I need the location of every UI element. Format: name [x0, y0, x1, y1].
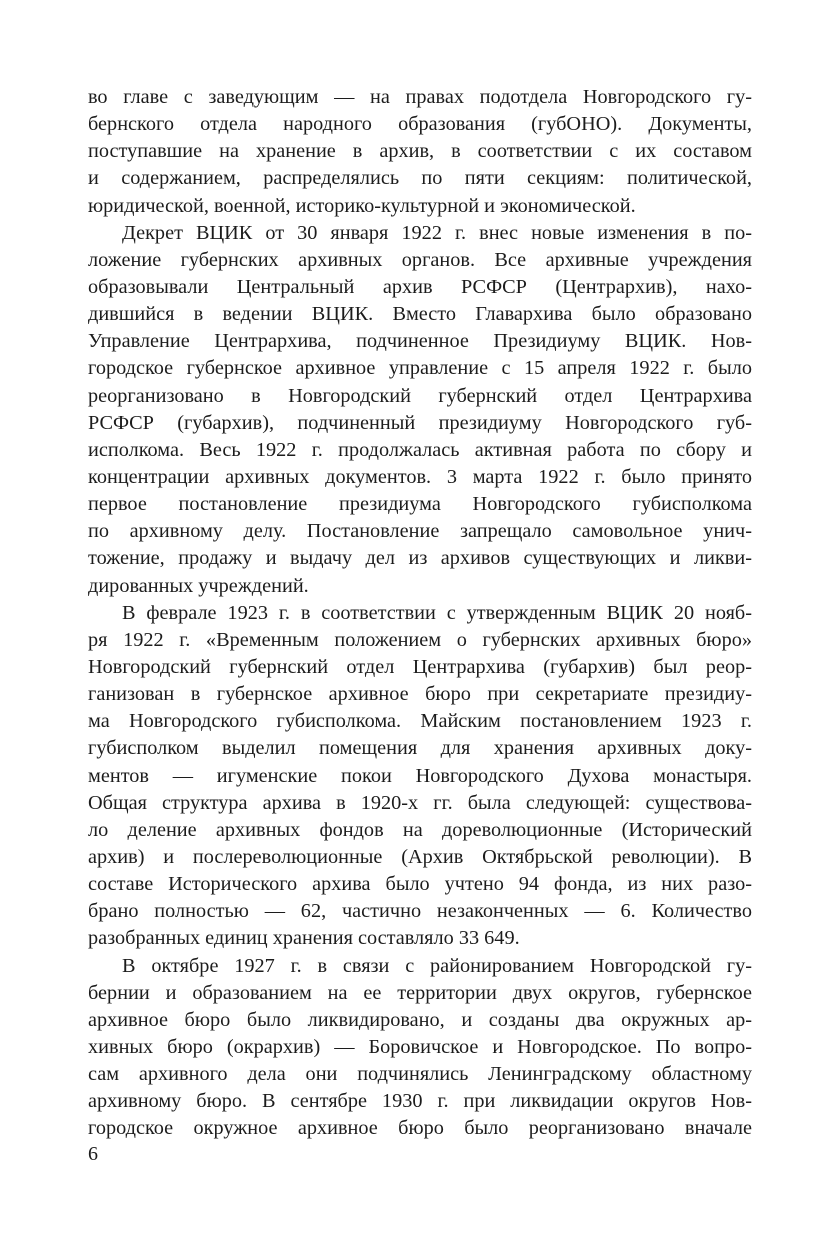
page-body — [88, 84, 752, 1142]
paragraph-3 — [88, 600, 752, 953]
text-line: и содержанием, распределялись по пяти секциям: политической, — [88, 167, 752, 190]
text-line: В феврале 1923 г. в соответствии с утвержденным ВЦИК 20 нояб- — [122, 601, 752, 624]
text-line: архив) и послереволюционные (Архив Октябрьской революции). В — [88, 845, 752, 868]
text-line: ло деление архивных фондов на дореволюционные (Исторический — [88, 818, 752, 841]
text-line: архивному бюро. В сентябре 1930 г. при ликвидации округов Нов- — [88, 1090, 752, 1113]
text-line: концентрации архивных документов. 3 марта 1922 г. было принято — [88, 465, 752, 488]
text-line: Общая структура архива в 1920-х гг. была следующей: существова- — [88, 791, 752, 814]
text-line: образовывали Центральный архив РСФСР (Центрархив), нахо- — [88, 275, 752, 298]
text-line: городское окружное архивное бюро было реорганизовано вначале — [88, 1117, 752, 1140]
text-line: ря 1922 г. «Временным положением о губернских архивных бюро» — [88, 628, 752, 651]
text-line: по архивному делу. Постановление запрещало самовольное унич- — [88, 520, 752, 543]
text-line: во главе с заведующим — на правах подотдела Новгородского гу- — [88, 86, 752, 108]
text-line: поступавшие на хранение в архив, в соответствии с их составом — [88, 140, 752, 163]
text-line: брано полностью — 62, частично незаконченных — 6. Количество — [88, 900, 752, 923]
text-line: дившийся в ведении ВЦИК. Вместо Главархива было образовано — [88, 303, 752, 326]
text-line: Декрет ВЦИК от 30 января 1922 г. внес новые изменения в по- — [122, 221, 752, 244]
text-line: В октябре 1927 г. в связи с районированием Новгородской гу- — [122, 954, 752, 977]
text-line: составе Исторического архива было учтено 94 фонда, из них разо- — [88, 873, 752, 896]
text-line: ма Новгородского губисполкома. Майским постановлением 1923 г. — [88, 710, 752, 733]
text-line: реорганизовано в Новгородский губернский отдел Центрархива — [88, 384, 752, 407]
text-line: ганизован в губернское архивное бюро при секретариате президиу- — [88, 683, 752, 706]
text-line: исполкома. Весь 1922 г. продолжалась активная работа по сбору и — [88, 438, 752, 461]
text-line: хивных бюро (окрархив) — Боровичское и Новгородское. По вопро- — [88, 1035, 752, 1058]
text-line: архивное бюро было ликвидировано, и созданы два окружных ар- — [88, 1008, 752, 1031]
paragraph-1 — [88, 84, 752, 220]
paragraph-4 — [88, 953, 752, 1143]
text-line: сам архивного дела они подчинялись Ленинградскому областному — [88, 1063, 752, 1086]
text-line: ментов — игуменские покои Новгородского Духова монастыря. — [88, 764, 752, 787]
page-number: 6 — [88, 1143, 98, 1165]
text-line: дированных учреждений. — [88, 574, 309, 597]
paragraph-2 — [88, 220, 752, 600]
text-line: Новгородский губернский отдел Центрархива (губархив) был реор- — [88, 655, 752, 678]
text-line: городское губернское архивное управление с 15 апреля 1922 г. было — [88, 357, 752, 380]
text-line: Управление Центрархива, подчиненное Президиуму ВЦИК. Нов- — [88, 330, 752, 353]
text-line: ложение губернских архивных органов. Все архивные учреждения — [88, 248, 752, 271]
text-line: губисполком выделил помещения для хранения архивных доку- — [88, 737, 752, 760]
text-line: разобранных единиц хранения составляло 33 649. — [88, 927, 520, 950]
text-line: РСФСР (губархив), подчиненный президиуму Новгородского губ- — [88, 411, 752, 434]
text-line: юридической, военной, историко-культурной и экономической. — [88, 194, 636, 217]
text-line: первое постановление президиума Новгородского губисполкома — [88, 493, 752, 516]
text-line: бернии и образованием на ее территории двух округов, губернское — [88, 981, 752, 1004]
text-line: бернского отдела народного образования (губОНО). Документы, — [88, 113, 752, 136]
text-line: тожение, продажу и выдачу дел из архивов существующих и ликви- — [88, 547, 752, 570]
